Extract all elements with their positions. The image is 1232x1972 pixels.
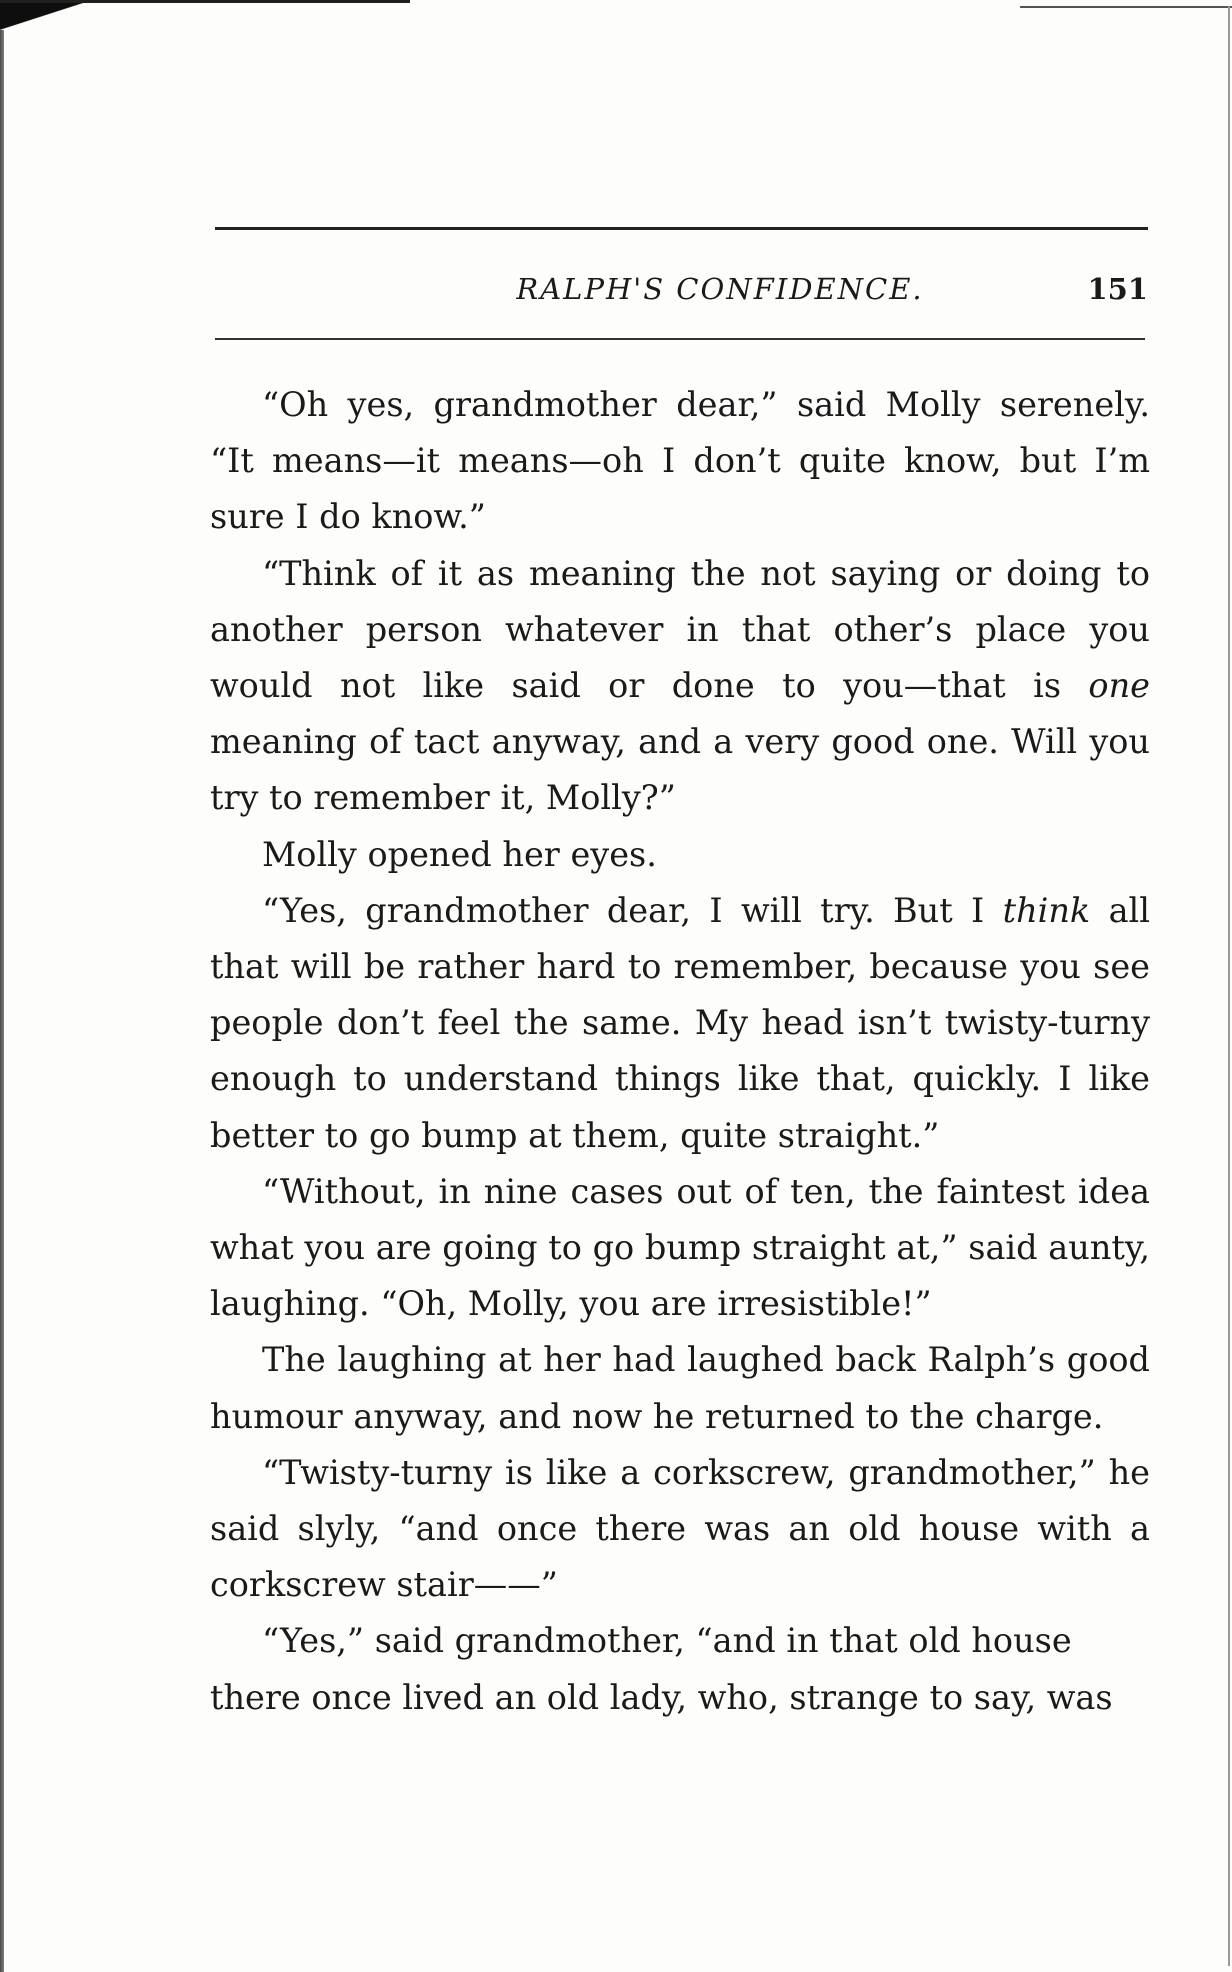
scan-edge-left bbox=[0, 30, 4, 1972]
scan-edge-top-right bbox=[1020, 6, 1232, 8]
paragraph-8 bbox=[210, 1613, 1150, 1725]
paragraph-5 bbox=[210, 1164, 1150, 1333]
paragraph-text: The laughing at her had laughed back Ralph’s good humour anyway, and now he returned to the charge. bbox=[210, 1340, 1150, 1436]
page-number: 151 bbox=[1087, 272, 1148, 306]
paragraph-2 bbox=[210, 546, 1150, 827]
paragraph-1 bbox=[210, 377, 1150, 546]
paragraph-text: Molly opened her eyes. bbox=[262, 834, 657, 874]
emphasis-text: think bbox=[1002, 890, 1091, 930]
paragraph-4 bbox=[210, 883, 1150, 1164]
scan-edge-top bbox=[0, 0, 410, 3]
paragraph-text: “Yes,” said grandmother, “and in that old house there once lived an old lady, who, strange to say, was bbox=[210, 1621, 1113, 1717]
paragraph-text: “Twisty-turny is like a corkscrew, grandmother,” he said slyly, “and once there was an old house with a corkscrew stair——” bbox=[210, 1452, 1150, 1605]
paragraph-text: “Yes, grandmother dear, I will try. But I bbox=[262, 890, 1003, 930]
running-head bbox=[215, 272, 1148, 312]
scan-edge-corner bbox=[0, 0, 130, 42]
paragraph-3 bbox=[210, 827, 1150, 883]
emphasis-text: one bbox=[1088, 666, 1150, 706]
paragraph-text: all that will be rather hard to remember, because you see people don’t feel the same. My head isn’t twisty-turny enough to understand things like that, quickly. I like better to go bump at them, quite straight.” bbox=[210, 890, 1150, 1155]
paragraph-text: “Think of it as meaning the not saying or doing to another person whatever in that other’s place you would not like said or done to you—that is bbox=[210, 553, 1150, 706]
paragraph-text: meaning of tact anyway, and a very good one. Will you try to remember it, Molly?” bbox=[210, 722, 1150, 818]
header-rule-bottom bbox=[215, 338, 1145, 340]
paragraph-6 bbox=[210, 1332, 1150, 1444]
paragraph-text: “Without, in nine cases out of ten, the faintest idea what you are going to go bump straight at,” said aunty, laughing. “Oh, Molly, you are irresistible!” bbox=[210, 1171, 1150, 1324]
body-text bbox=[210, 377, 1150, 1726]
header-rule-top bbox=[215, 227, 1148, 230]
running-title: RALPH'S CONFIDENCE. bbox=[516, 272, 924, 306]
paragraph-7 bbox=[210, 1445, 1150, 1614]
scan-edge-right bbox=[1228, 6, 1230, 1966]
paragraph-text: “Oh yes, grandmother dear,” said Molly serenely. “It means—it means—oh I don’t quite know, but I’m sure I do know.” bbox=[210, 385, 1150, 537]
